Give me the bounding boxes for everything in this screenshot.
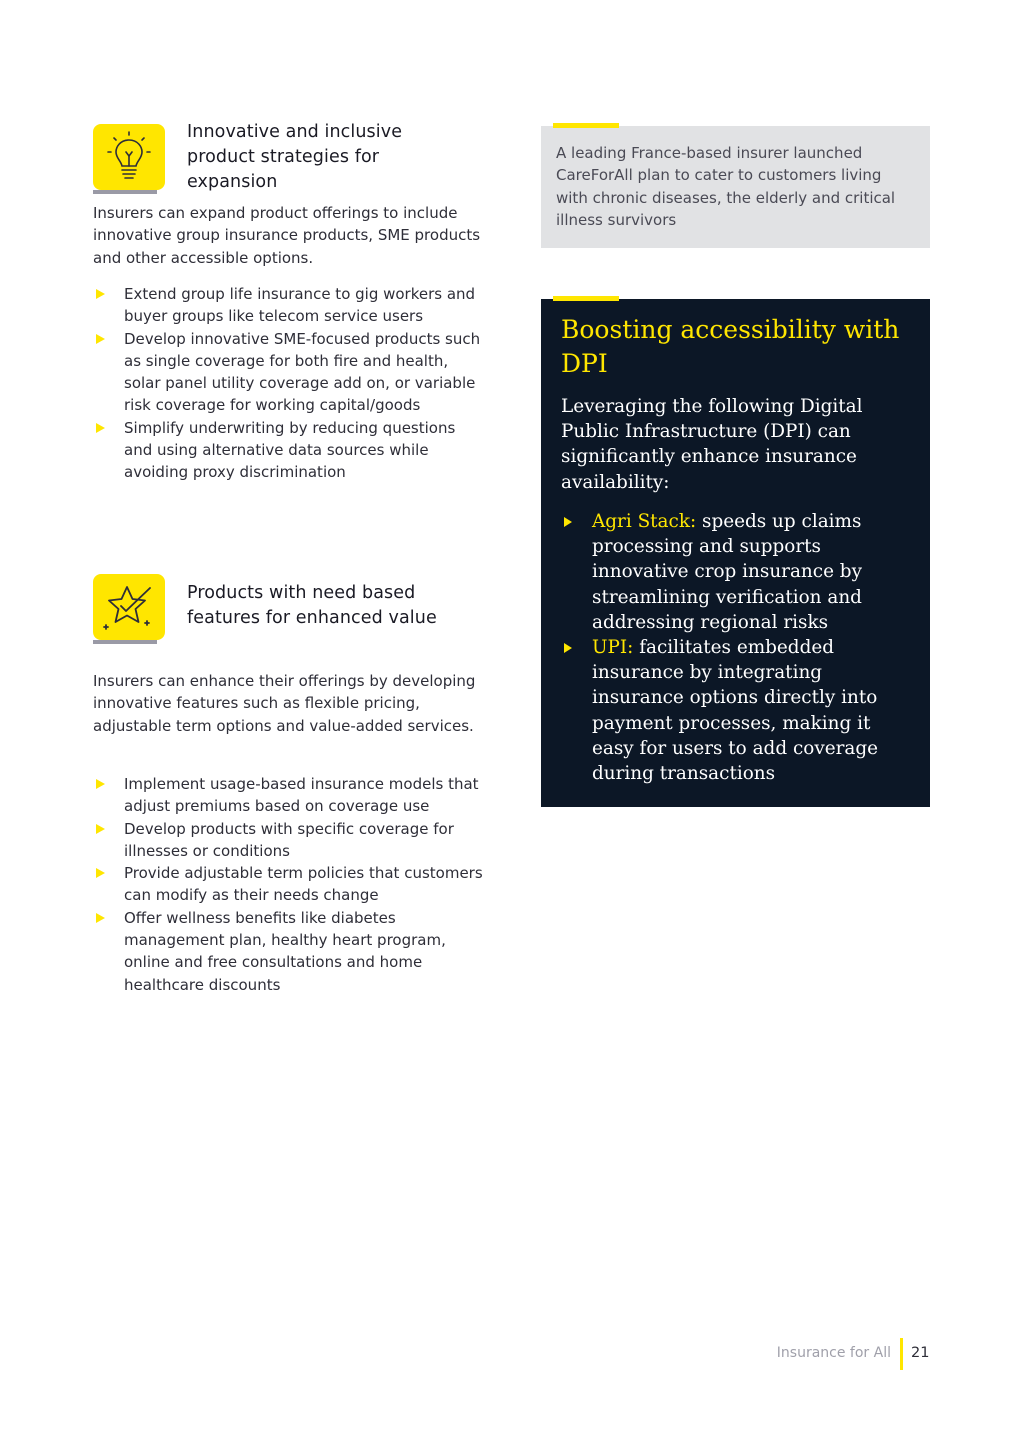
lightbulb-icon — [106, 131, 152, 183]
dpi-item-text: speeds up claims processing and supports innovative crop insurance by streamlining verification and addressing regional risks — [592, 511, 862, 633]
dpi-item-text: facilitates embedded insurance by integrating insurance options directly into payment processes, making it easy for users to add coverage during transactions — [592, 637, 878, 785]
dpi-intro: Leveraging the following Digital Public Infrastructure (DPI) can significantly enhance insurance availability: — [561, 396, 863, 493]
section2-intro: Insurers can enhance their offerings by developing innovative features such as flexible pricing, adjustable term options and value-added services. — [93, 672, 476, 735]
section2-icon-box — [93, 574, 165, 640]
section1-intro: Insurers can expand product offerings to include innovative group insurance products, SME products and other accessible options. — [93, 204, 481, 267]
list-item: Develop innovative SME-focused products such as single coverage for both fire and health, solar panel utility coverage add on, or variable risk coverage for working capital/goods — [93, 328, 488, 417]
section2-bullet-list — [93, 773, 488, 996]
dpi-item-upi — [561, 635, 916, 786]
section1-title: Innovative and inclusive product strategies for expansion — [187, 122, 403, 192]
dpi-accent-bar — [553, 296, 619, 301]
dpi-item-label: Agri Stack: — [592, 511, 697, 532]
footer-divider — [900, 1338, 903, 1370]
list-item: Extend group life insurance to gig workers and buyer groups like telecom service users — [93, 283, 488, 328]
list-item: Implement usage-based insurance models that adjust premiums based on coverage use — [93, 773, 488, 818]
list-item: Simplify underwriting by reducing questions and using alternative data sources while avoiding proxy discrimination — [93, 417, 488, 484]
list-item: Provide adjustable term policies that customers can modify as their needs change — [93, 862, 488, 907]
callout-box — [541, 126, 930, 248]
dpi-item-agri-stack — [561, 509, 916, 635]
list-item: Offer wellness benefits like diabetes management plan, healthy heart program, online and free consultations and home healthcare discounts — [93, 907, 488, 996]
dpi-item-label: UPI: — [592, 637, 634, 659]
section1-icon-box — [93, 124, 165, 190]
section1-bullet-list — [93, 283, 488, 484]
footer-label: Insurance for All — [776, 1345, 891, 1361]
star-check-icon — [103, 581, 155, 633]
dpi-box — [541, 299, 930, 807]
page-number: 21 — [911, 1345, 930, 1361]
list-item: Develop products with specific coverage for illnesses or conditions — [93, 818, 488, 863]
callout-text: A leading France-based insurer launched CareForAll plan to cater to customers living with chronic diseases, the elderly and critical illness survivors — [556, 144, 896, 230]
dpi-list — [561, 509, 916, 786]
section2-title: Products with need based features for enhanced value — [187, 583, 437, 628]
callout-accent-bar — [553, 123, 619, 128]
dpi-title: Boosting accessibility with DPI — [561, 315, 900, 378]
